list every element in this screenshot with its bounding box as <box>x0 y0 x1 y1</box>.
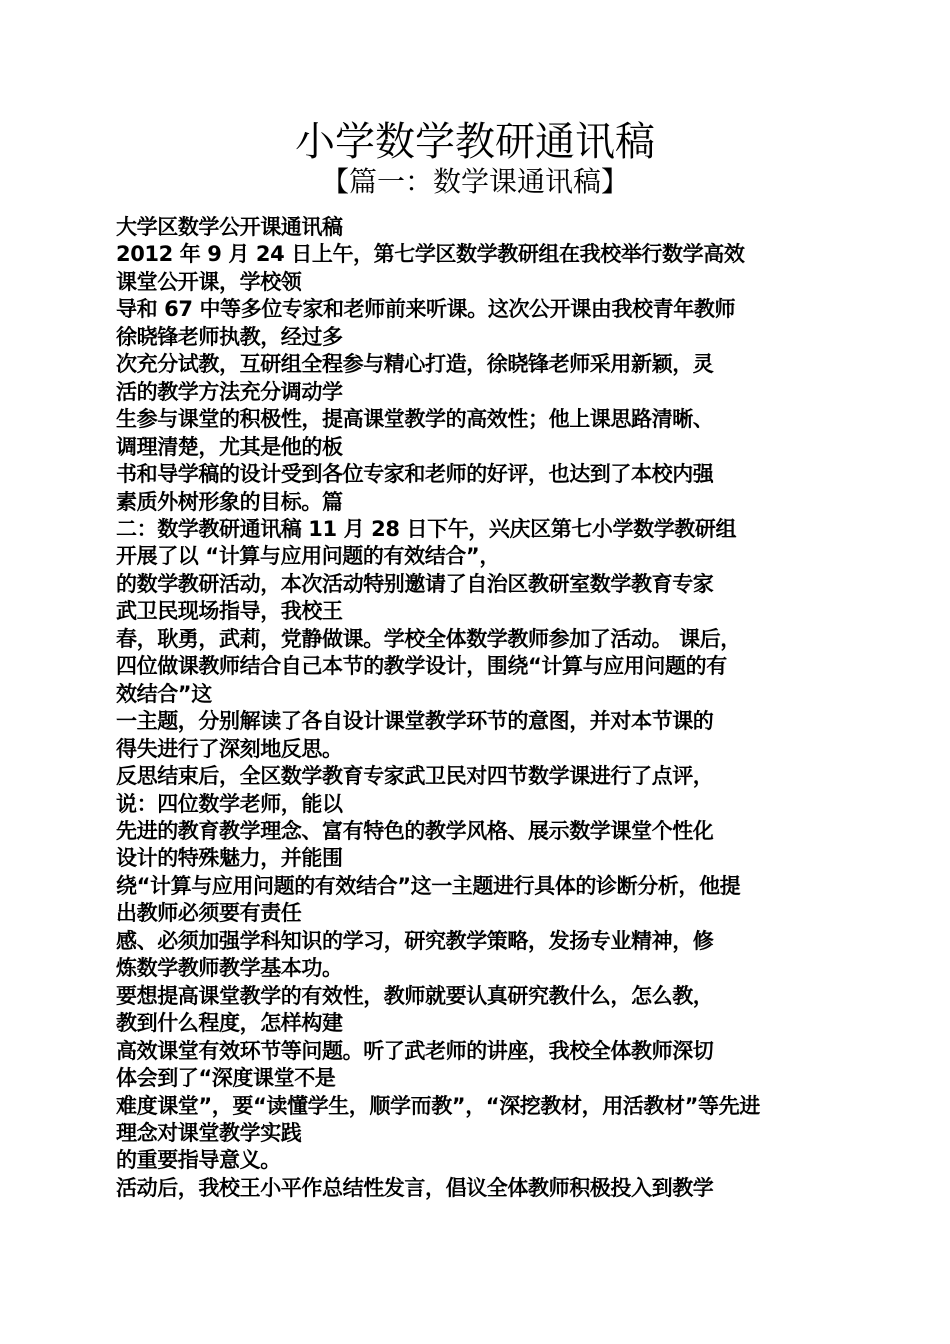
body-text-line: 导和 67 中等多位专家和老师前来听课。这次公开课由我校青年教师 <box>116 297 736 322</box>
body-text-line: 先进的教育教学理念、富有特色的教学风格、展示数学课堂个性化 <box>116 818 714 843</box>
body-text-line: 开展了以 “计算与应用问题的有效结合”， <box>116 544 500 569</box>
body-text-line: 四位做课教师结合自己本节的教学设计，围绕“计算与应用问题的有 <box>116 654 727 679</box>
body-text-line: 设计的特殊魅力，并能围 <box>116 846 343 871</box>
body-text-line: 高效课堂有效环节等问题。听了武老师的讲座，我校全体教师深切 <box>116 1038 714 1063</box>
body-text-line: 绕“计算与应用问题的有效结合”这一主题进行具体的诊断分析，他提 <box>116 873 741 898</box>
document-subtitle: 【篇一：数学课通讯稿】 <box>320 165 629 198</box>
body-text-line: 课堂公开课，学校领 <box>116 269 302 294</box>
body-text-line: 教到什么程度，怎样构建 <box>116 1011 343 1036</box>
body-text-line: 徐晓锋老师执教，经过多 <box>116 324 343 349</box>
body-text-line: 大学区数学公开课通讯稿 <box>116 215 343 239</box>
body-text-line: 反思结束后，全区数学教育专家武卫民对四节数学课进行了点评， <box>116 764 714 789</box>
body-text-line: 调理清楚，尤其是他的板 <box>116 434 343 459</box>
body-text-line: 说：四位数学老师，能以 <box>116 791 343 816</box>
body-text-line: 的重要指导意义。 <box>116 1148 281 1173</box>
body-text-line: 次充分试教，互研组全程参与精心打造，徐晓锋老师采用新颖，灵 <box>116 352 714 377</box>
body-text-line: 武卫民现场指导，我校王 <box>116 599 343 624</box>
body-text-line: 出教师必须要有责任 <box>116 901 302 926</box>
body-text-line: 要想提高课堂教学的有效性，教师就要认真研究教什么，怎么教， <box>116 983 714 1008</box>
body-text-line: 活的教学方法充分调动学 <box>116 379 343 404</box>
body-text-line: 2012 年 9 月 24 日上午，第七学区数学教研组在我校举行数学高效 <box>116 242 745 267</box>
body-text-line: 生参与课堂的积极性，提高课堂教学的高效性；他上课思路清晰、 <box>116 407 714 432</box>
body-text-line: 书和导学稿的设计受到各位专家和老师的好评，也达到了本校内强 <box>116 462 714 487</box>
body-text-line: 的数学教研活动，本次活动特别邀请了自治区教研室数学教育专家 <box>116 571 714 596</box>
body-text-line: 体会到了“深度课堂不是 <box>116 1066 336 1091</box>
body-text-line: 得失进行了深刻地反思。 <box>116 736 343 761</box>
body-text-line: 春，耿勇，武莉，党静做课。学校全体数学教师参加了活动。 课后， <box>116 626 741 651</box>
body-text-line: 一主题，分别解读了各自设计课堂教学环节的意图，并对本节课的 <box>116 709 714 734</box>
document-body <box>116 214 846 1202</box>
body-text-line: 二：数学教研通讯稿 11 月 28 日下午，兴庆区第七小学数学教研组 <box>116 516 737 541</box>
body-text-line: 感、必须加强学科知识的学习，研究教学策略，发扬专业精神，修 <box>116 928 714 953</box>
body-text-line: 活动后，我校王小平作总结性发言，倡议全体教师积极投入到教学 <box>116 1175 714 1200</box>
body-text-line: 效结合”这 <box>116 681 212 706</box>
body-text-line: 理念对课堂教学实践 <box>116 1120 302 1145</box>
body-text-line: 炼数学教师教学基本功。 <box>116 956 343 981</box>
body-text-line: 难度课堂”，要“读懂学生，顺学而教”，“深挖教材，用活教材”等先进 <box>116 1093 760 1118</box>
body-text-line: 素质外树形象的目标。篇 <box>116 489 343 514</box>
document-title: 小学数学教研通讯稿 <box>295 119 655 165</box>
